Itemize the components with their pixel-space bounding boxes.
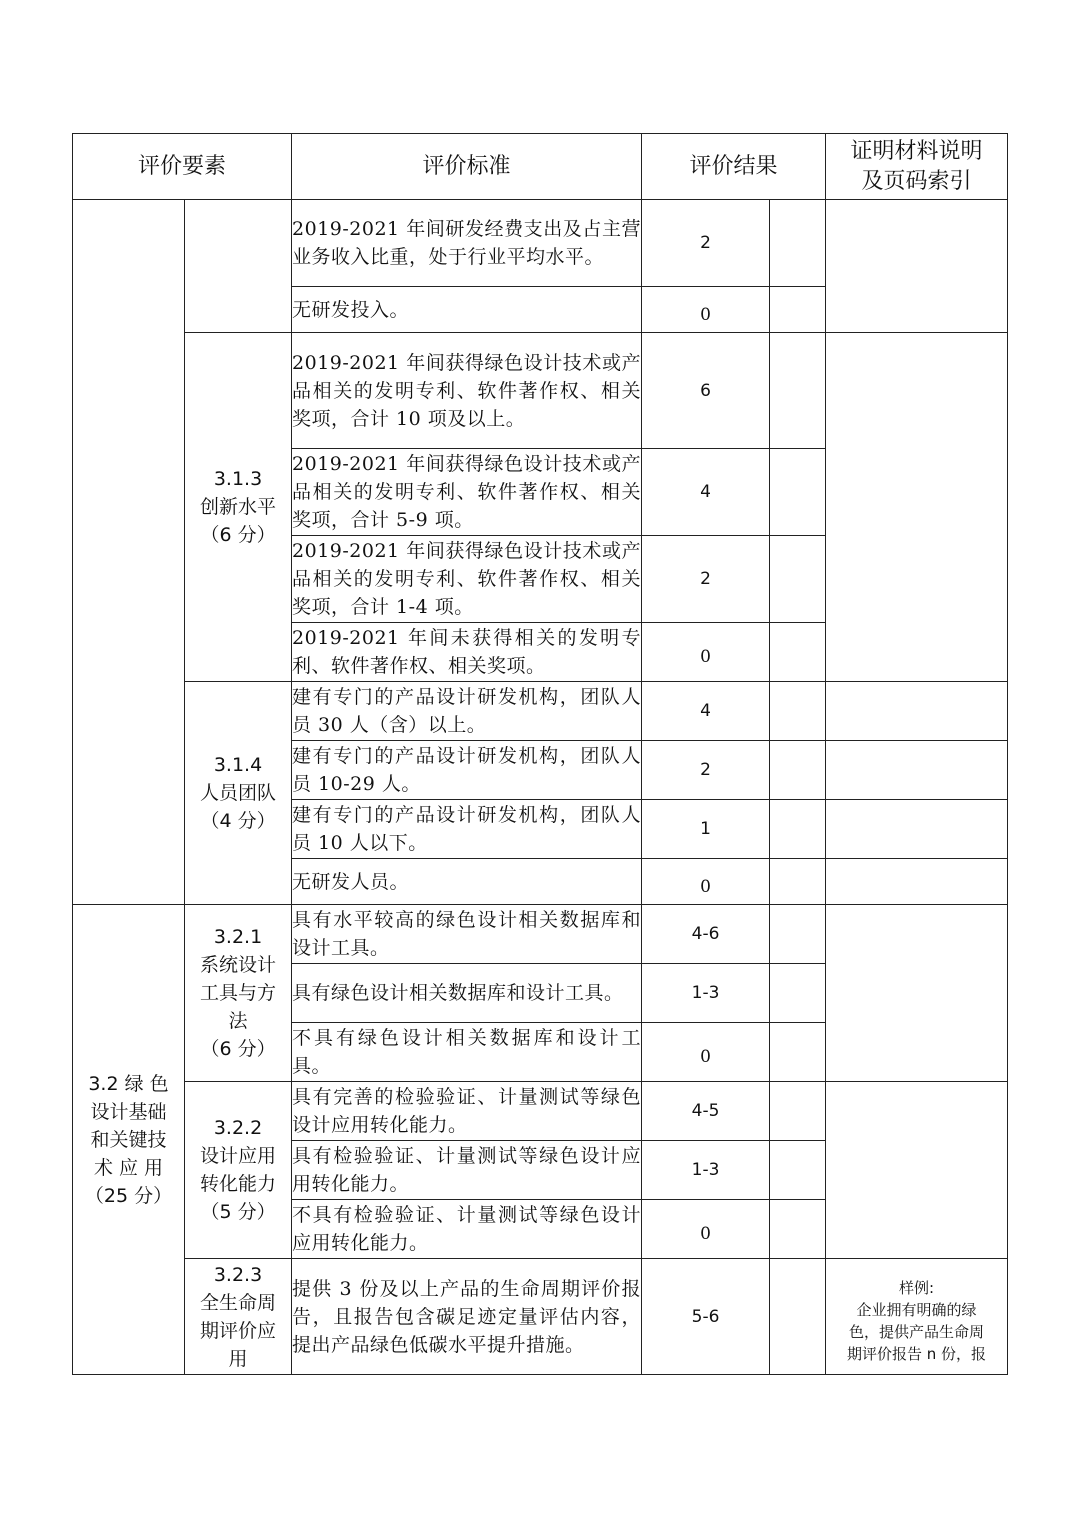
header-result: 评价结果 xyxy=(642,134,826,200)
criteria-cell: 具有绿色设计相关数据库和设计工具。 xyxy=(292,964,642,1023)
criteria-cell: 2019-2021 年间获得绿色设计技术或产品相关的发明专利、软件著作权、相关奖项，合计 10 项及以上。 xyxy=(292,333,642,449)
result-input-cell[interactable] xyxy=(770,1259,826,1375)
score-cell: 0 xyxy=(642,1023,770,1082)
result-input-cell[interactable] xyxy=(770,536,826,623)
header-standard: 评价标准 xyxy=(292,134,642,200)
score-cell: 2 xyxy=(642,536,770,623)
criteria-cell: 不具有绿色设计相关数据库和设计工具。 xyxy=(292,1023,642,1082)
table-row xyxy=(73,1259,1008,1375)
result-input-cell[interactable] xyxy=(770,333,826,449)
criteria-cell: 2019-2021 年间获得绿色设计技术或产品相关的发明专利、软件著作权、相关奖项，合计 5-9 项。 xyxy=(292,449,642,536)
score-cell: 1 xyxy=(642,800,770,859)
score-cell: 0 xyxy=(642,623,770,682)
score-cell: 2 xyxy=(642,200,770,287)
result-input-cell[interactable] xyxy=(770,623,826,682)
result-input-cell[interactable] xyxy=(770,964,826,1023)
header-proof: 证明材料说明 及页码索引 xyxy=(826,134,1008,200)
score-cell: 0 xyxy=(642,287,770,333)
proof-cell[interactable] xyxy=(826,905,1008,1082)
header-elements: 评价要素 xyxy=(73,134,292,200)
criteria-cell: 2019-2021 年间获得绿色设计技术或产品相关的发明专利、软件著作权、相关奖项，合计 1-4 项。 xyxy=(292,536,642,623)
criteria-cell: 建有专门的产品设计研发机构，团队人员 10-29 人。 xyxy=(292,741,642,800)
proof-sample-cell: 样例: 企业拥有明确的绿 色，提供产品生命周 期评价报告 n 份，报 xyxy=(826,1259,1008,1375)
result-input-cell[interactable] xyxy=(770,449,826,536)
score-cell: 0 xyxy=(642,859,770,905)
score-cell: 0 xyxy=(642,1200,770,1259)
table-row xyxy=(73,200,1008,287)
table-row xyxy=(73,682,1008,741)
proof-cell[interactable] xyxy=(826,741,1008,800)
criteria-cell: 具有检验验证、计量测试等绿色设计应用转化能力。 xyxy=(292,1141,642,1200)
table-row xyxy=(73,1082,1008,1141)
result-input-cell[interactable] xyxy=(770,200,826,287)
proof-cell[interactable] xyxy=(826,200,1008,333)
criteria-cell: 具有完善的检验验证、计量测试等绿色设计应用转化能力。 xyxy=(292,1082,642,1141)
score-cell: 4-5 xyxy=(642,1082,770,1141)
result-input-cell[interactable] xyxy=(770,905,826,964)
criteria-cell: 建有专门的产品设计研发机构，团队人员 30 人（含）以上。 xyxy=(292,682,642,741)
criteria-cell: 不具有检验验证、计量测试等绿色设计应用转化能力。 xyxy=(292,1200,642,1259)
result-input-cell[interactable] xyxy=(770,1141,826,1200)
criteria-cell: 无研发人员。 xyxy=(292,859,642,905)
table-row xyxy=(73,905,1008,964)
category-cell-continued xyxy=(73,200,185,905)
proof-cell[interactable] xyxy=(826,859,1008,905)
result-input-cell[interactable] xyxy=(770,682,826,741)
result-input-cell[interactable] xyxy=(770,800,826,859)
score-cell: 1-3 xyxy=(642,964,770,1023)
score-cell: 4 xyxy=(642,449,770,536)
sub-element-3-2-2: 3.2.2 设计应用 转化能力 （5 分） xyxy=(185,1082,292,1259)
criteria-cell: 2019-2021 年间未获得相关的发明专利、软件著作权、相关奖项。 xyxy=(292,623,642,682)
result-input-cell[interactable] xyxy=(770,859,826,905)
result-input-cell[interactable] xyxy=(770,287,826,333)
sub-element-3-1-3: 3.1.3 创新水平 （6 分） xyxy=(185,333,292,682)
sub-element-3-1-4: 3.1.4 人员团队 （4 分） xyxy=(185,682,292,905)
sub-cell-continued xyxy=(185,200,292,333)
proof-cell[interactable] xyxy=(826,1082,1008,1259)
score-cell: 2 xyxy=(642,741,770,800)
criteria-cell: 无研发投入。 xyxy=(292,287,642,333)
proof-cell[interactable] xyxy=(826,682,1008,741)
score-cell: 4-6 xyxy=(642,905,770,964)
sub-element-3-2-1: 3.2.1 系统设计 工具与方 法 （6 分） xyxy=(185,905,292,1082)
result-input-cell[interactable] xyxy=(770,1023,826,1082)
score-cell: 1-3 xyxy=(642,1141,770,1200)
score-cell: 4 xyxy=(642,682,770,741)
result-input-cell[interactable] xyxy=(770,741,826,800)
score-cell: 5-6 xyxy=(642,1259,770,1375)
table-row xyxy=(73,333,1008,449)
proof-cell[interactable] xyxy=(826,800,1008,859)
criteria-cell: 建有专门的产品设计研发机构，团队人员 10 人以下。 xyxy=(292,800,642,859)
category-3-2: 3.2 绿 色 设计基础 和关键技 术 应 用 （25 分） xyxy=(73,905,185,1375)
result-input-cell[interactable] xyxy=(770,1082,826,1141)
sub-element-3-2-3: 3.2.3 全生命周 期评价应 用 xyxy=(185,1259,292,1375)
table-header-row xyxy=(73,134,1008,200)
result-input-cell[interactable] xyxy=(770,1200,826,1259)
criteria-cell: 具有水平较高的绿色设计相关数据库和设计工具。 xyxy=(292,905,642,964)
evaluation-table xyxy=(72,133,1008,1375)
score-cell: 6 xyxy=(642,333,770,449)
criteria-cell: 2019-2021 年间研发经费支出及占主营业务收入比重，处于行业平均水平。 xyxy=(292,200,642,287)
criteria-cell: 提供 3 份及以上产品的生命周期评价报告，且报告包含碳足迹定量评估内容，提出产品绿色低碳水平提升措施。 xyxy=(292,1259,642,1375)
proof-cell[interactable] xyxy=(826,333,1008,682)
